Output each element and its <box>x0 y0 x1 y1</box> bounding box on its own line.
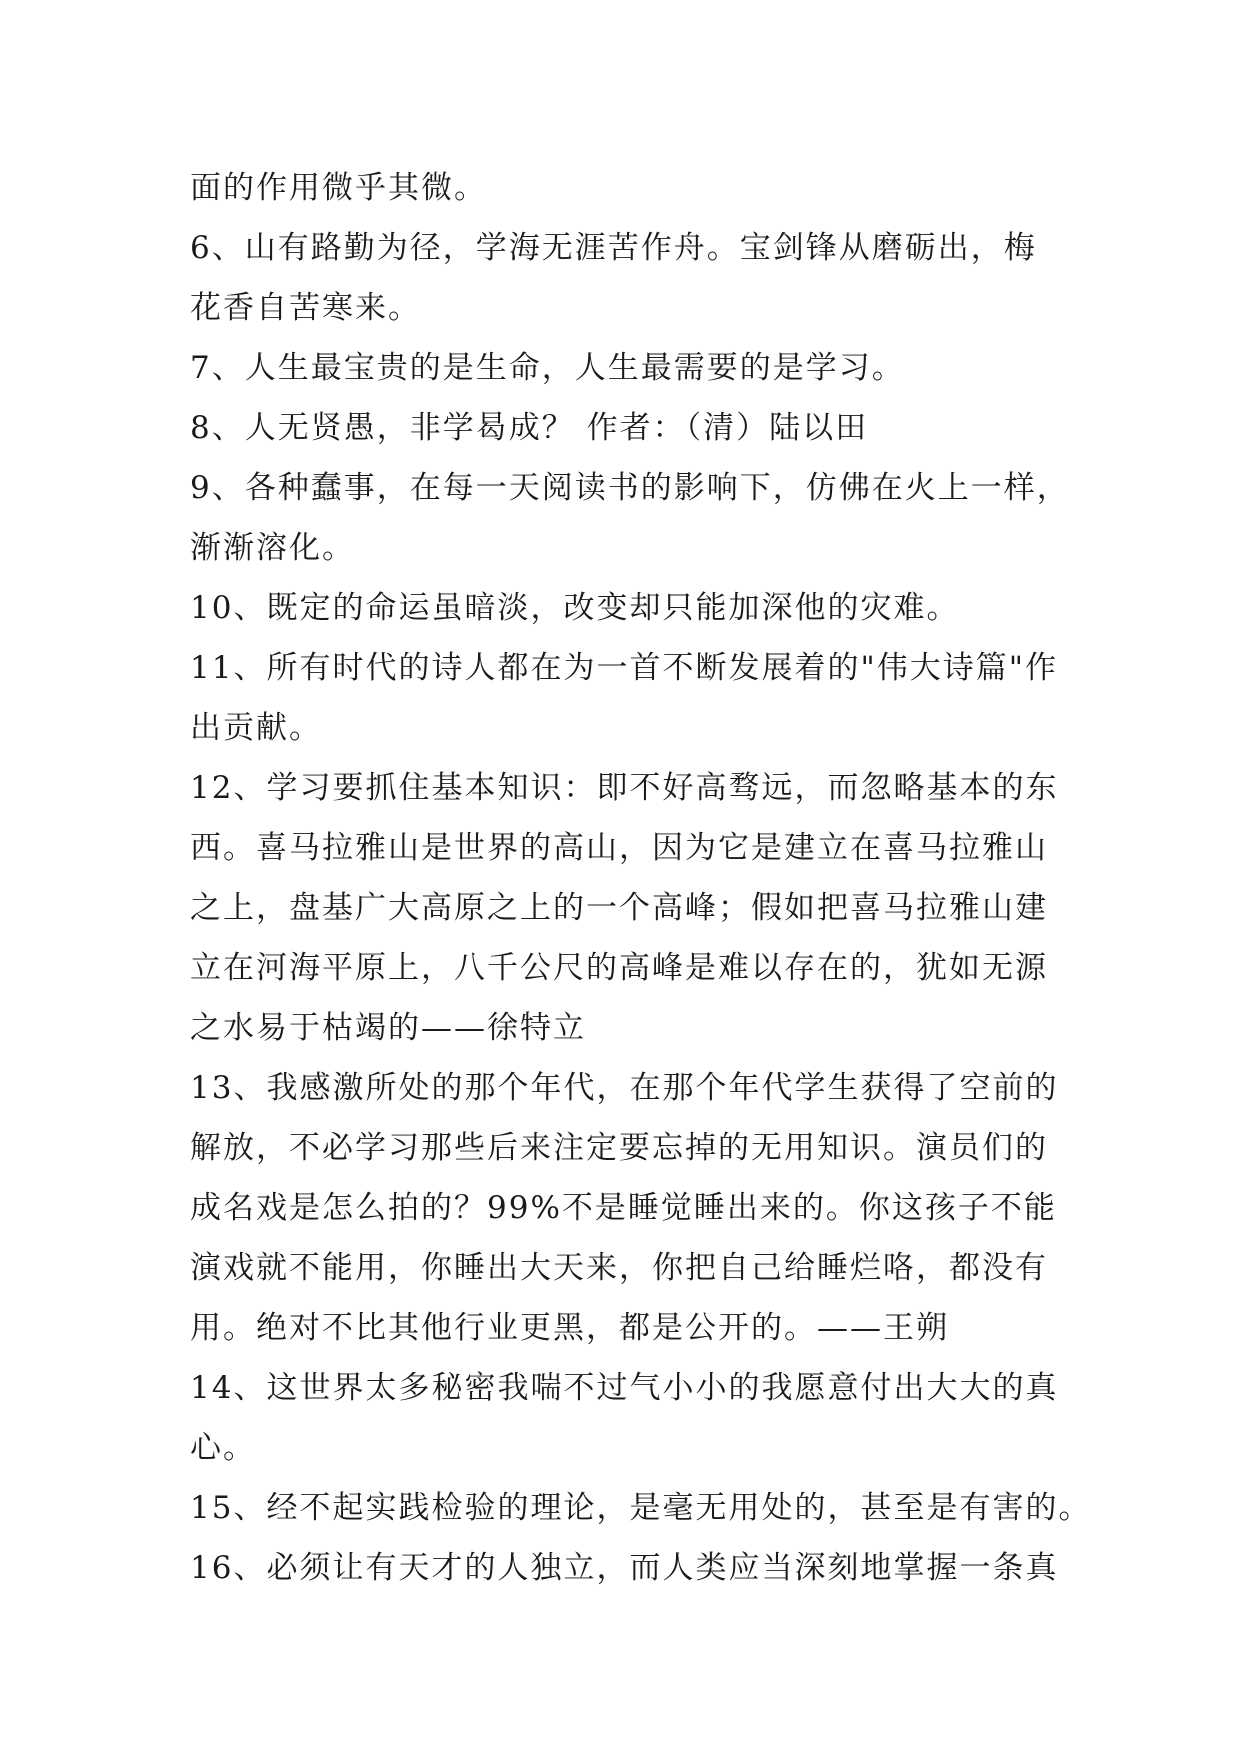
text-line: 花香自苦寒来。 <box>190 290 421 326</box>
text-line: 成名戏是怎么拍的？99%不是睡觉睡出来的。你这孩子不能 <box>190 1190 1057 1226</box>
text-line: 用。绝对不比其他行业更黑，都是公开的。——王朔 <box>190 1310 949 1346</box>
text-line: 8、人无贤愚，非学曷成？ 作者：（清）陆以田 <box>190 410 869 446</box>
text-line: 15、经不起实践检验的理论，是毫无用处的，甚至是有害的。 <box>190 1490 1092 1526</box>
text-line: 立在河海平原上，八千公尺的高峰是难以存在的，犹如无源 <box>190 950 1048 986</box>
text-line: 10、既定的命运虽暗淡，改变却只能加深他的灾难。 <box>190 590 960 626</box>
text-line: 心。 <box>190 1430 256 1466</box>
text-line: 16、必须让有天才的人独立，而人类应当深刻地掌握一条真 <box>190 1550 1059 1586</box>
text-line: 出贡献。 <box>190 710 322 746</box>
text-line: 6、山有路勤为径，学海无涯苦作舟。宝剑锋从磨砺出，梅 <box>190 230 1037 266</box>
text-line: 12、学习要抓住基本知识：即不好高骛远，而忽略基本的东 <box>190 770 1059 806</box>
text-line: 渐渐溶化。 <box>190 530 355 566</box>
text-line: 之水易于枯竭的——徐特立 <box>190 1010 586 1046</box>
text-line: 13、我感激所处的那个年代，在那个年代学生获得了空前的 <box>190 1070 1059 1106</box>
text-line: 9、各种蠢事，在每一天阅读书的影响下，仿佛在火上一样， <box>190 470 1070 506</box>
text-line: 7、人生最宝贵的是生命，人生最需要的是学习。 <box>190 350 905 386</box>
text-line: 面的作用微乎其微。 <box>190 170 487 206</box>
text-line: 解放，不必学习那些后来注定要忘掉的无用知识。演员们的 <box>190 1130 1048 1166</box>
text-line: 14、这世界太多秘密我喘不过气小小的我愿意付出大大的真 <box>190 1370 1059 1406</box>
text-line: 之上，盘基广大高原之上的一个高峰；假如把喜马拉雅山建 <box>190 890 1048 926</box>
text-line: 11、所有时代的诗人都在为一首不断发展着的"伟大诗篇"作 <box>190 650 1058 686</box>
text-line: 西。喜马拉雅山是世界的高山，因为它是建立在喜马拉雅山 <box>190 830 1048 866</box>
text-line: 演戏就不能用，你睡出大天来，你把自己给睡烂咯，都没有 <box>190 1250 1048 1286</box>
document-body <box>190 158 1092 1598</box>
